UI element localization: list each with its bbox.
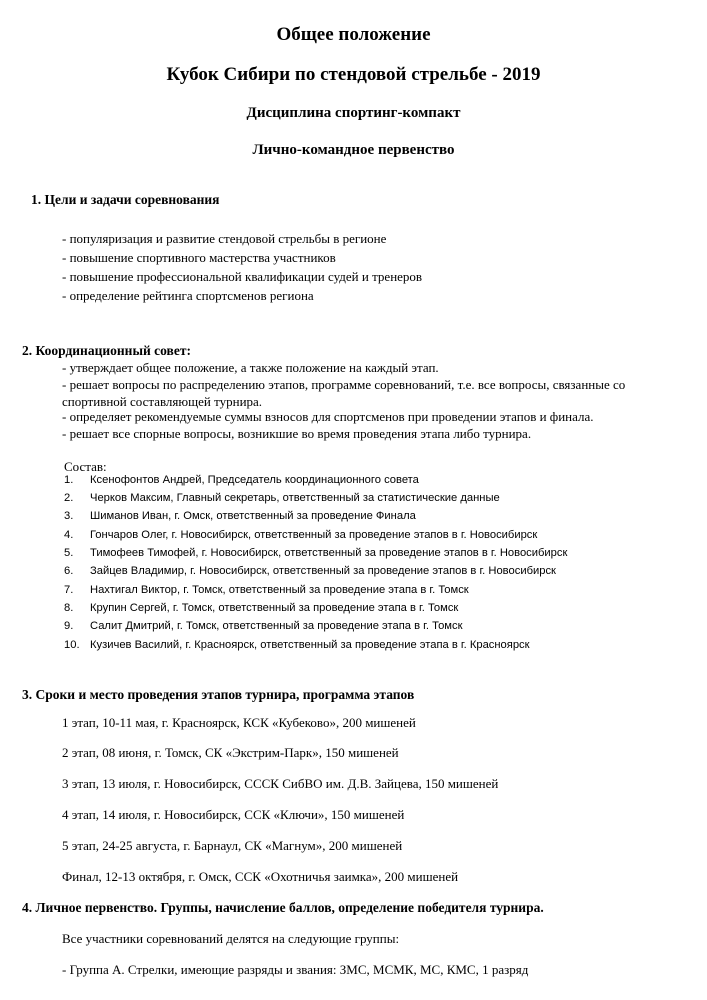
group-a: - Группа А. Стрелки, имеющие разряды и звания: ЗМС, МСМК, МС, КМС, 1 разряд (62, 962, 529, 977)
council-member (64, 584, 469, 596)
member-text: Шиманов Иван, г. Омск, ответственный за проведение Финала (90, 510, 416, 522)
member-text: Крупин Сергей, г. Томск, ответственный за проведение этапа в г. Томск (90, 602, 459, 614)
section1-item: - определение рейтинга спортсменов региона (62, 288, 314, 303)
member-text: Ксенофонтов Андрей, Председатель координационного совета (90, 474, 419, 486)
council-member (64, 602, 458, 614)
member-text: Гончаров Олег, г. Новосибирск, ответственный за проведение этапов в г. Новосибирск (90, 529, 538, 541)
stage-item: 3 этап, 13 июля, г. Новосибирск, СССК СибВО им. Д.В. Зайцева, 150 мишеней (62, 776, 499, 791)
member-number: 5. (64, 547, 74, 559)
member-number: 2. (64, 492, 74, 504)
council-member (64, 565, 556, 577)
document-title: Общее положение (276, 24, 431, 45)
member-text: Черков Максим, Главный секретарь, ответственный за статистические данные (90, 492, 500, 504)
member-text: Нахтигал Виктор, г. Томск, ответственный за проведение этапа в г. Томск (90, 584, 469, 596)
council-member (64, 529, 537, 541)
council-member (64, 620, 462, 632)
council-duty: - решает все спорные вопросы, возникшие во время проведения этапа либо турнира. (62, 426, 532, 441)
section3-heading: 3. Сроки и место проведения этапов турнира, программа этапов (22, 687, 415, 702)
stage-item: 4 этап, 14 июля, г. Новосибирск, ССК «Ключи», 150 мишеней (62, 807, 405, 822)
member-number: 8. (64, 602, 74, 614)
section4-heading: 4. Личное первенство. Группы, начисление баллов, определение победителя турнира. (22, 900, 544, 915)
section1-item: - повышение профессиональной квалификации судей и тренеров (62, 269, 423, 284)
council-duty: - решает вопросы по распределению этапов, программе соревнований, т.е. все вопросы, связанные со (62, 377, 626, 392)
member-number: 6. (64, 565, 74, 577)
stage-item: 2 этап, 08 июня, г. Томск, СК «Экстрим-Парк», 150 мишеней (62, 745, 399, 760)
council-member (64, 639, 530, 651)
section2-heading: 2. Координационный совет: (22, 343, 191, 358)
member-number: 3. (64, 510, 74, 522)
member-number: 10. (64, 639, 80, 651)
member-text: Зайцев Владимир, г. Новосибирск, ответственный за проведение этапов в г. Новосибирск (90, 565, 556, 577)
stage-item: Финал, 12-13 октября, г. Омск, ССК «Охотничья заимка», 200 мишеней (62, 869, 459, 884)
member-number: 1. (64, 474, 74, 486)
groups-intro: Все участники соревнований делятся на следующие группы: (62, 931, 400, 946)
council-duty: - определяет рекомендуемые суммы взносов для спортсменов при проведении этапов и финала. (62, 409, 594, 424)
member-number: 9. (64, 620, 74, 632)
stage-item: 5 этап, 24-25 августа, г. Барнаул, СК «Магнум», 200 мишеней (62, 838, 403, 853)
member-text: Тимофеев Тимофей, г. Новосибирск, ответственный за проведение этапов в г. Новосибирск (90, 547, 568, 559)
council-member (64, 492, 500, 504)
member-text: Кузичев Василий, г. Красноярск, ответственный за проведение этапа в г. Красноярск (90, 639, 530, 651)
championship-title: Лично-командное первенство (252, 142, 455, 158)
council-duty: - утверждает общее положение, а также положение на каждый этап. (62, 360, 439, 375)
member-text: Салит Дмитрий, г. Томск, ответственный за проведение этапа в г. Томск (90, 620, 463, 632)
section1-heading: 1. Цели и задачи соревнования (31, 192, 220, 207)
composition-label: Состав: (64, 459, 107, 474)
member-number: 7. (64, 584, 74, 596)
council-member (64, 547, 567, 559)
section1-item: - повышение спортивного мастерства участников (62, 250, 336, 265)
council-duty: спортивной составляющей турнира. (62, 394, 263, 409)
discipline-title: Дисциплина спортинг-компакт (246, 105, 461, 121)
council-member (64, 474, 419, 486)
document-subtitle: Кубок Сибири по стендовой стрельбе - 2019 (166, 64, 541, 85)
member-number: 4. (64, 529, 74, 541)
stage-item: 1 этап, 10-11 мая, г. Красноярск, КСК «Кубеково», 200 мишеней (62, 715, 416, 730)
council-member (64, 510, 416, 522)
section1-item: - популяризация и развитие стендовой стрельбы в регионе (62, 231, 387, 246)
